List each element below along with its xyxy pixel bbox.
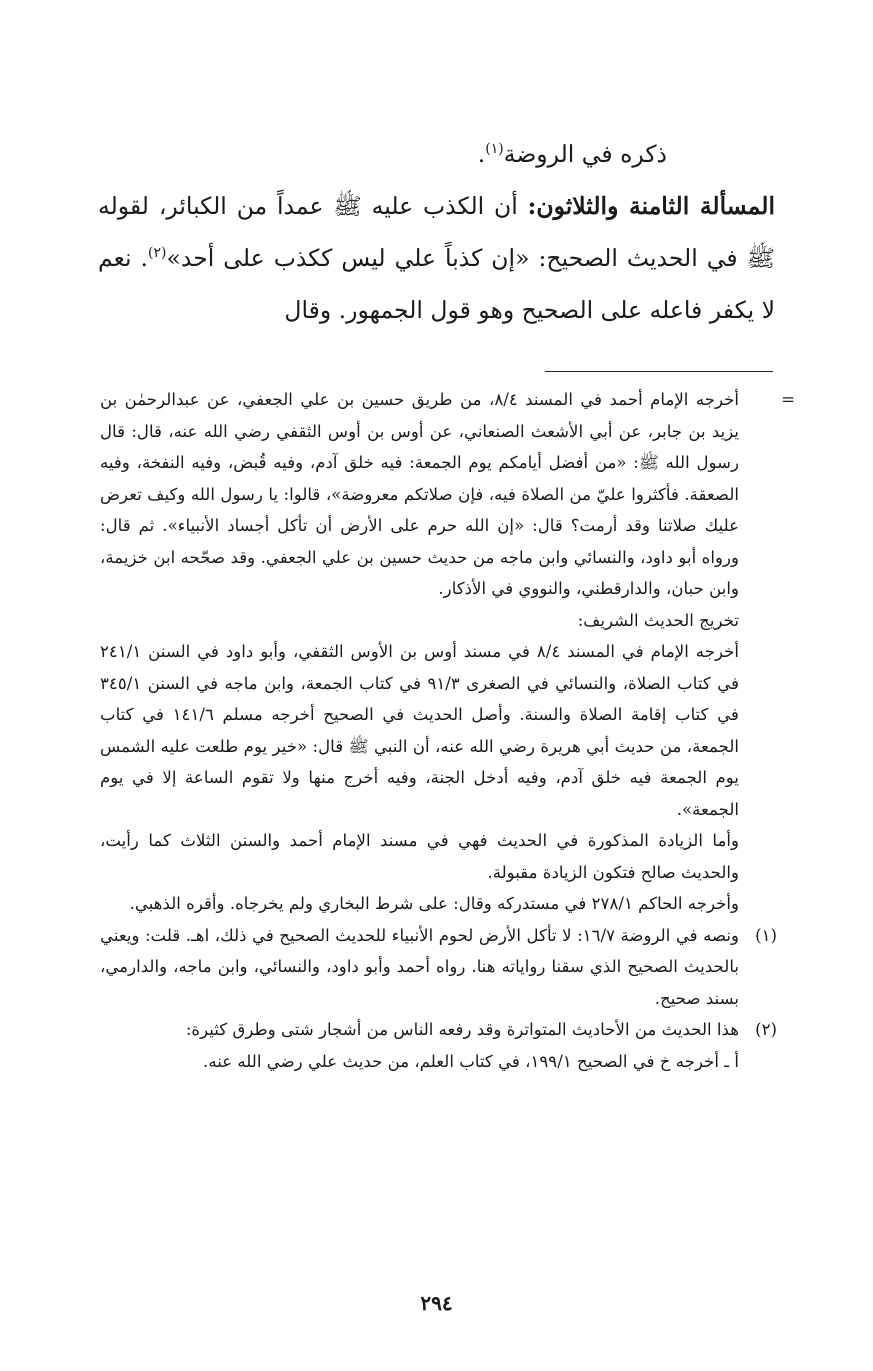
footnote-2-text: هذا الحديث من الأحاديث المتواترة وقد رفعه الناس من أشجار شتى وطرق كثيرة: [185,1020,739,1039]
footnote-2-item-a: أ ـ أخرجه خ في الصحيح ١٩٩/١، في كتاب العلم، من حديث علي رضي الله عنه. [203,1051,739,1071]
main-paragraph [98,180,775,336]
issue-heading: المسألة الثامنة والثلاثون: [527,192,775,220]
main-text [98,128,775,336]
hakim-text: وأخرجه الحاكم ٢٧٨/١ في مستدركه وقال: على شرط البخاري ولم يخرجاه. وأقره الذهبي. [129,894,739,913]
main-line-1-end: . [477,140,486,168]
footnote-separator [545,371,773,372]
takhrij-heading: تخريج الحديث الشريف: [577,610,739,630]
main-line-1 [98,128,775,180]
takhrij-text: أخرجه الإمام في المسند ٨/٤ في مسند أوس بن الأوس الثقفي، وأبو داود في السنن ٢٤١/١ في كتاب الصلاة، والنسائي في الصغرى ٩١/٣ في كتاب الجمعة، وابن ماجه في السنن ٣٤٥/١ في كتاب إقامة الصلاة والسنة. وأصل الحديث في الصحيح أخرجه مسلم ١٤١/٦ في كتاب الجمعة، من حديث أبي هريرة رضي الله عنه، أن النبي ﷺ قال: «خير يوم طلعت عليه الشمس يوم الجمعة فيه خلق آدم، وفيه أدخل الجنة، وفيه أخرج منها ولا تقوم الساعة إلا في يوم الجمعة». [100,642,739,819]
footnote-ref-1: (١) [485,141,504,158]
footnote-ref-2: (٢) [148,245,167,262]
main-paragraph-text-b: . نعم لا يكفر فاعله على الصحيح وهو قول الجمهور. وقال [98,244,775,324]
main-paragraph-text-a: أن الكذب عليه ﷺ عمداً من الكبائر، لقوله ﷺ في الحديث الصحيح: «إن كذباً علي ليس ككذب على أحد» [98,192,776,272]
main-line-1-text: ذكره في الروضة [503,140,667,168]
footnote-1 [100,920,777,1015]
footnote-2 [100,1014,777,1046]
footnote-1-number: (١) [755,925,777,945]
page-number: ٢٩٤ [420,1291,453,1315]
continuation-mark: = [781,390,795,409]
footnote-continuation [100,384,795,605]
footnotes [100,384,795,1077]
addition-text: وأما الزيادة المذكورة في الحديث فهي في مسند الإمام أحمد والسنن الثلاث كما رأيت، والحديث صالح فتكون الزيادة مقبولة. [100,831,739,882]
footnote-2-number: (٢) [755,1020,777,1039]
footnote-1-text: ونصه في الروضة ١٦/٧: لا تأكل الأرض لحوم الأنبياء للحديث الصحيح في ذلك، اهـ. قلت: ويعني بالحديث الصحيح الذي سقنا رواياته هنا. رواه أحمد وأبو داود، والنسائي، وابن ماجه، والدارمي، بسند صحيح. [100,925,740,1008]
footnote-continuation-text: أخرجه الإمام أحمد في المسند ٨/٤، من طريق حسين بن علي الجعفي، عن عبدالرحمٰن بن يزيد بن جابر، عن أبي الأشعث الصنعاني، عن أوس بن أوس الثقفي رضي الله عنه، قال: قال رسول الله ﷺ: «من أفضل أيامكم يوم الجمعة: فيه خلق آدم، وفيه قُبض، وفيه النفخة، وفيه الصعقة. فأكثروا عليّ من الصلاة فيه، فإن صلاتكم معروضة»، قالوا: يا رسول الله وكيف تعرض عليك صلاتنا وقد أرمت؟ قال: «إن الله حرم على الأرض أن تأكل أجساد الأنبياء». ثم قال: ورواه أبو داود، والنسائي وابن ماجه من حديث حسين بن علي الجعفي. وقد صحّحه ابن خزيمة، وابن حبان، والدارقطني، والنووي في الأذكار. [100,390,740,598]
